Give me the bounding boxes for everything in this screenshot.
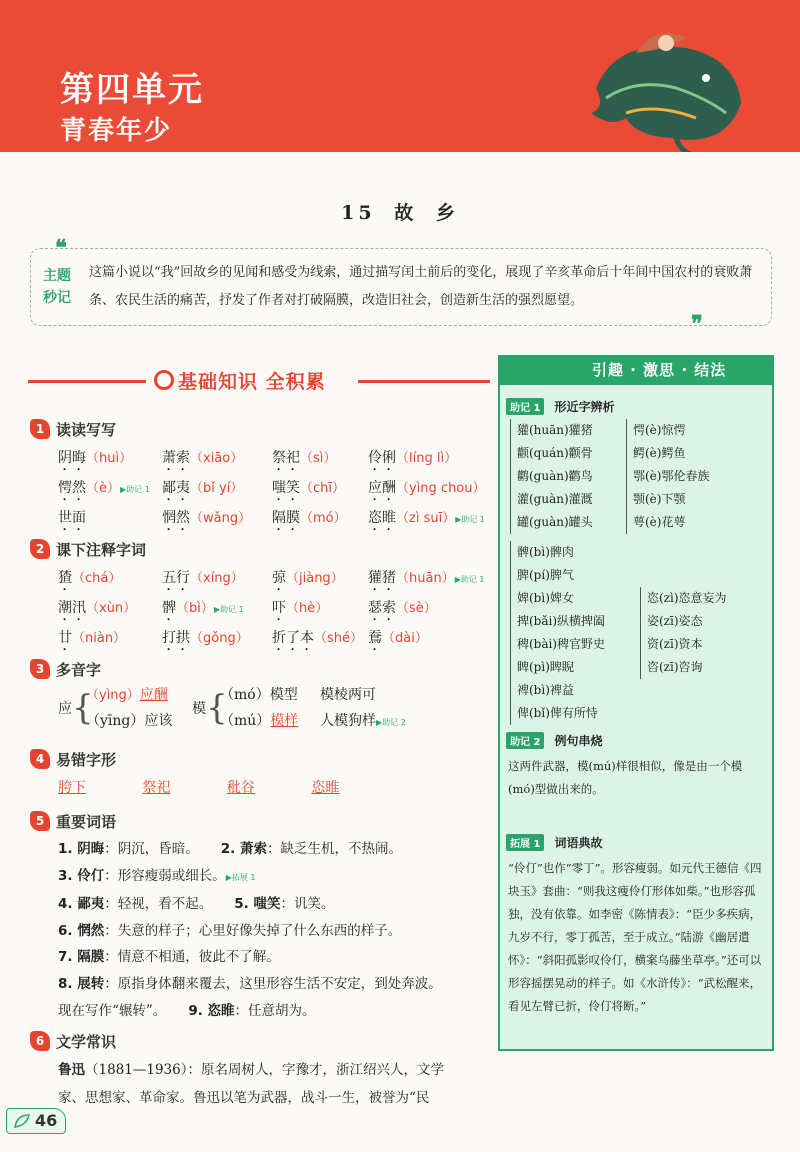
similar-char-item: 婢(bì)婢女	[517, 591, 574, 605]
read-write-item: 萧索（xiāo）	[162, 450, 244, 466]
vocab-line: 6. 惘然：失意的样子；心里好像失掉了什么东西的样子。	[58, 922, 402, 939]
similar-char-item: 咨(zī)咨询	[647, 660, 703, 674]
section-header	[28, 364, 488, 398]
annotation-word-item: 廿（niàn）	[58, 630, 127, 646]
example-sentence: 这两件武器，模(mú)样很相似，像是由一个模(mó)型做出来的。	[508, 759, 743, 796]
quote-open-icon: ❝	[55, 235, 67, 261]
annotation-word-item: 鴌（dài）	[368, 630, 428, 646]
memo-2-header: 助记 2 例句串烧	[506, 731, 772, 749]
similar-char-group-4	[640, 587, 727, 679]
vocab-line: 现在写作“辗转”。 9. 恣睢：任意胡为。	[58, 1002, 316, 1019]
similar-char-item: 资(zī)资本	[647, 637, 703, 651]
similar-char-item: 灌(guàn)灌溉	[517, 492, 593, 506]
theme-summary-box	[30, 235, 772, 337]
annotation-word-item: 潮汛（xùn）	[58, 600, 137, 616]
similar-char-item: 髀(bì)髀肉	[517, 545, 574, 559]
read-write-item: 应酬（yìng chou）	[368, 480, 486, 496]
similar-char-item: 颧(quán)颧骨	[517, 446, 593, 460]
vocab-line: 3. 伶仃：形容瘦弱或细长。▶拓展 1	[58, 867, 256, 884]
vocab-line: 4. 鄙夷：轻视，看不起。 5. 嗤笑：讥笑。	[58, 896, 335, 913]
similar-char-item: 鹳(guàn)鹳鸟	[517, 469, 593, 483]
annotation-word-grid	[30, 564, 490, 652]
similar-char-item: 颚(è)下颚	[633, 492, 686, 506]
memo-1-header: 助记 1 形近字辨析	[506, 397, 772, 415]
read-write-item: 愕然（è）▶助记 1	[58, 480, 150, 496]
lesson-number: 15	[341, 202, 376, 224]
read-write-item: 阴晦（huì）	[58, 450, 133, 466]
read-write-item: 隔膜（mó）	[272, 510, 347, 526]
annotation-word-item: 髀（bì）▶助记 1	[162, 600, 244, 616]
similar-char-item: 裨(bì)裨益	[517, 683, 574, 697]
error-prone-words: 胯下 祭祀 秕谷 恣睢	[58, 780, 340, 796]
section-3-header: 3 多音字	[30, 658, 490, 680]
page-number-badge: 46	[6, 1108, 66, 1134]
similar-char-item: 罐(guàn)罐头	[517, 515, 593, 529]
annotation-word-item: 打拱（gǒng）	[162, 630, 249, 646]
section-5-header: 5 重要词语	[30, 810, 490, 832]
polyphone-block: 应 { （yìng）应酬 （yīng）应该 模 { （mó）模型 （mú）模样 模棱两可 人模狗样▶助记 2	[58, 687, 406, 729]
annotation-word-item: 獾猪（huān）▶助记 1	[368, 570, 485, 586]
annotation-word-item: 五行（xíng）	[162, 570, 244, 586]
leaf-icon	[13, 1113, 31, 1129]
section-title: 基础知识 全积累	[178, 371, 326, 393]
vocab-line: 1. 阴晦：阴沉，昏暗。 2. 萧索：缺乏生机，不热闹。	[58, 841, 402, 857]
similar-char-group-1	[510, 419, 593, 534]
read-write-item: 世面	[58, 510, 86, 526]
similar-char-item: 鄂(è)鄂伦春族	[633, 469, 710, 483]
idiom-story: “伶仃”也作“零丁”。形容瘦弱。如元代王德信《四块玉》套曲：“则我这瘦伶仃形体如柴。”也形容孤独，没有依靠。如李密《陈情表》：“臣少多疾病，九岁不行，零丁孤苦，至于成立。”陆游《幽居遣怀》：“斜阳孤影叹伶仃，横案乌藤坐草亭。”还可以形容摇摆晃动的样子。如《水浒传》：“武松醒来，看见左臂已折，伶仃将断。”	[508, 861, 762, 1013]
similar-char-item: 獾(huān)獾猪	[517, 423, 593, 437]
quote-close-icon: ❞	[691, 311, 703, 337]
similar-char-group-2	[626, 419, 709, 534]
annotation-word-item: 吓（hè）	[272, 600, 329, 616]
similar-char-item: 鳄(è)鳄鱼	[633, 446, 686, 460]
basic-knowledge-column	[30, 412, 490, 1112]
lesson-title-char-2: 乡	[435, 202, 459, 224]
annotation-word-item: 猹（chá）	[58, 570, 122, 586]
section-1-header: 1 读读写写	[30, 418, 490, 440]
tips-sidebar	[498, 355, 774, 1051]
similar-char-group-3	[510, 541, 605, 725]
read-write-item: 鄙夷（bǐ yí）	[162, 480, 244, 496]
read-write-item: 伶俐（líng lì）	[368, 450, 458, 466]
theme-label: 主题 秒记	[43, 268, 71, 306]
unit-subtitle: 青春年少	[60, 116, 173, 146]
similar-char-item: 愕(è)惊愕	[633, 423, 686, 437]
annotation-word-item: 折了本（shé）	[272, 630, 364, 646]
extension-1-header: 拓展 1 词语典故	[506, 833, 772, 851]
lesson-title	[0, 198, 800, 225]
similar-char-item: 萼(è)花萼	[633, 515, 686, 529]
whale-illustration-icon	[576, 18, 766, 152]
read-write-item: 祭祀（sì）	[272, 450, 337, 466]
sidebar-header: 引趣 · 激思 · 结法	[498, 355, 774, 385]
read-write-item: 恣睢（zì suī）▶助记 1	[368, 510, 485, 526]
similar-char-item: 姿(zī)姿态	[647, 614, 703, 628]
similar-char-item: 捭(bǎi)纵横捭阖	[517, 614, 606, 628]
read-write-grid	[30, 444, 490, 532]
similar-char-item: 俾(bǐ)俾有所恃	[517, 706, 598, 720]
unit-title: 第四单元	[60, 70, 204, 110]
unit-banner	[0, 0, 800, 152]
vocab-line: 8. 展转：原指身体翻来覆去，这里形容生活不安定，到处奔波。	[58, 975, 442, 992]
section-6-header: 6 文学常识	[30, 1030, 490, 1052]
read-write-item: 惘然（wǎng）	[162, 510, 252, 526]
read-write-item: 嗤笑（chī）	[272, 480, 345, 496]
important-vocab-list	[30, 836, 490, 1024]
lesson-title-char-1: 故	[394, 202, 418, 224]
annotation-word-item: 弶（jiàng）	[272, 570, 344, 586]
similar-char-item: 睥(pì)睥睨	[517, 660, 574, 674]
similar-char-item: 恣(zì)恣意妄为	[647, 591, 727, 605]
annotation-word-item: 瑟索（sè）	[368, 600, 437, 616]
vocab-line: 7. 隔膜：情意不相通，彼此不了解。	[58, 949, 280, 966]
theme-text: 这篇小说以“我”回故乡的见闻和感受为线索，通过描写闰土前后的变化，展现了辛亥革命后十年间中国农村的衰败萧条、农民生活的痛苦，抒发了作者对打破隔膜，改造旧社会，创造新生活的强烈愿望。	[89, 265, 753, 308]
section-2-header: 2 课下注释字词	[30, 538, 490, 560]
similar-char-item: 脾(pí)脾气	[517, 568, 574, 582]
section-4-header: 4 易错字形	[30, 748, 490, 770]
literature-note: 鲁迅（1881—1936）：原名周树人，字豫才，浙江绍兴人，文学 家、思想家、革命家。鲁迅以笔为武器，战斗一生，被誉为“民	[58, 1062, 444, 1107]
swirl-icon	[154, 370, 174, 390]
similar-char-item: 稗(bài)稗官野史	[517, 637, 606, 651]
